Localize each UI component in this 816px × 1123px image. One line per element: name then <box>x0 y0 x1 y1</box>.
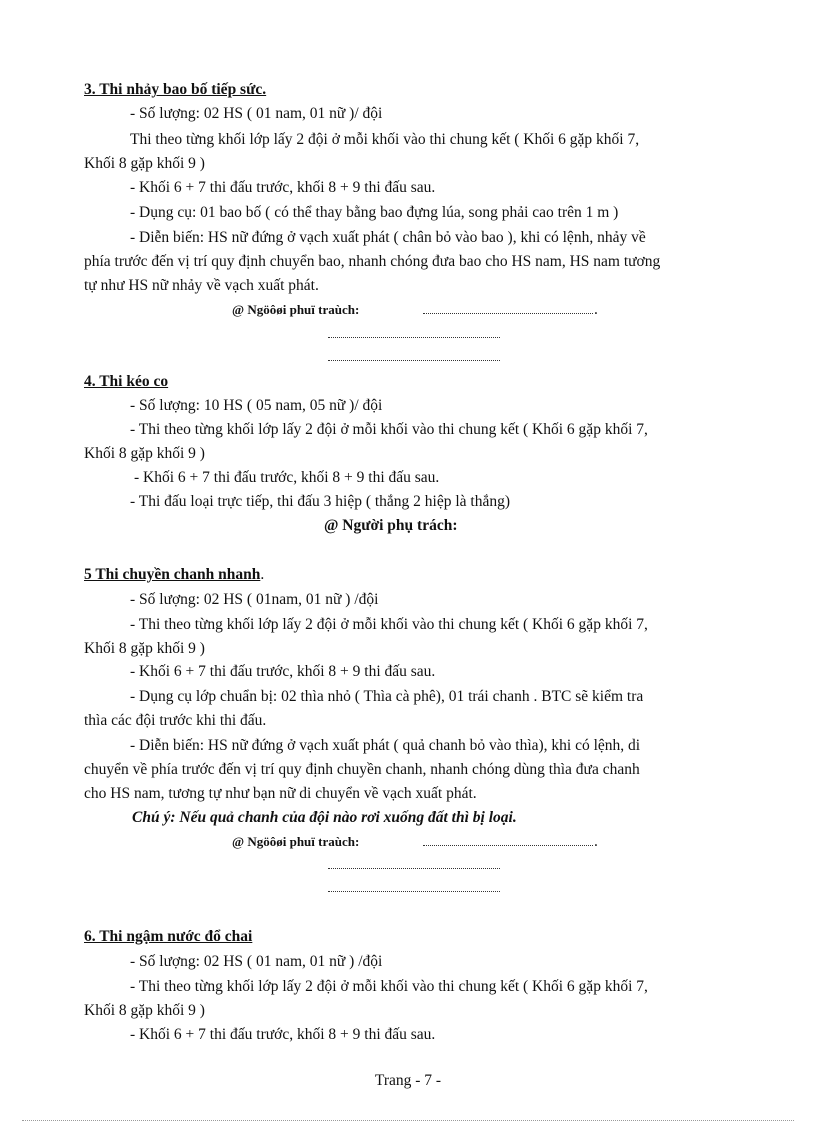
section-4-line-1: - Số lượng: 10 HS ( 05 nam, 05 nữ )/ đội <box>130 397 383 414</box>
section-5-dotted-line-2 <box>328 868 500 869</box>
section-6-heading: 6. Thi ngậm nước đổ chai <box>84 928 253 945</box>
section-3-line-3: Khối 8 gặp khối 9 ) <box>84 155 205 172</box>
section-3-responsible-label: @ Ngöôøi phuï traùch: <box>232 302 360 317</box>
section-3-dotted-line-1 <box>423 313 593 314</box>
section-3-dotted-line-end: . <box>594 301 598 318</box>
section-4-heading: 4. Thi kéo co <box>84 373 169 390</box>
section-4-line-2: - Thi theo từng khối lớp lấy 2 đội ở mỗi khối vào thi chung kết ( Khối 6 gặp khối 7, <box>130 421 648 438</box>
section-5-line-4: - Khối 6 + 7 thi đấu trước, khối 8 + 9 thi đấu sau. <box>130 663 436 680</box>
section-3-dotted-line-2 <box>328 337 500 338</box>
page-bottom-rule <box>22 1120 794 1121</box>
section-5-line-7: - Diễn biến: HS nữ đứng ở vạch xuất phát ( quả chanh bỏ vào thìa), khi có lệnh, di <box>130 737 641 754</box>
section-6-line-4: - Khối 6 + 7 thi đấu trước, khối 8 + 9 thi đấu sau. <box>130 1026 436 1043</box>
section-6-line-1: - Số lượng: 02 HS ( 01 nam, 01 nữ ) /đội <box>130 953 383 970</box>
section-3-line-2: Thi theo từng khối lớp lấy 2 đội ở mỗi khối vào thi chung kết ( Khối 6 gặp khối 7, <box>130 131 640 148</box>
section-3-line-5: - Dụng cụ: 01 bao bố ( có thể thay bằng bao đựng lúa, song phải cao trên 1 m ) <box>130 204 619 221</box>
section-3-line-8: tự như HS nữ nhảy về vạch xuất phát. <box>84 277 319 294</box>
section-5-line-9: cho HS nam, tương tự như bạn nữ di chuyển về vạch xuất phát. <box>84 785 477 802</box>
section-3-dotted-line-3 <box>328 360 500 361</box>
section-5-line-3: Khối 8 gặp khối 9 ) <box>84 640 205 657</box>
section-6-line-3: Khối 8 gặp khối 9 ) <box>84 1002 205 1019</box>
section-3-heading: 3. Thi nhảy bao bố tiếp sức. <box>84 81 267 98</box>
section-4-line-4: - Khối 6 + 7 thi đấu trước, khối 8 + 9 thi đấu sau. <box>134 469 440 486</box>
section-5-line-6: thìa các đội trước khi thi đấu. <box>84 712 267 729</box>
section-5-dotted-line-end: . <box>594 833 598 850</box>
section-4-line-3: Khối 8 gặp khối 9 ) <box>84 445 205 462</box>
section-3-line-6: - Diễn biến: HS nữ đứng ở vạch xuất phát ( chân bỏ vào bao ), khi có lệnh, nhảy về <box>130 229 646 246</box>
section-6-line-2: - Thi theo từng khối lớp lấy 2 đội ở mỗi khối vào thi chung kết ( Khối 6 gặp khối 7, <box>130 978 648 995</box>
section-5-line-8: chuyển về phía trước đến vị trí quy định chuyền chanh, nhanh chóng dùng thìa đưa chanh <box>84 761 640 778</box>
section-4-responsible-label: @ Người phụ trách: <box>324 517 458 534</box>
section-5-heading-row <box>84 565 764 585</box>
section-3-line-1: - Số lượng: 02 HS ( 01 nam, 01 nữ )/ đội <box>130 105 383 122</box>
section-5-note: Chú ý: Nếu quả chanh của đội nào rơi xuống đất thì bị loại. <box>132 809 517 826</box>
section-3-line-7: phía trước đến vị trí quy định chuyển bao, nhanh chóng đưa bao cho HS nam, HS nam tương <box>84 253 661 270</box>
section-5-responsible-label: @ Ngöôøi phuï traùch: <box>232 834 360 849</box>
section-5-line-5: - Dụng cụ lớp chuẩn bị: 02 thìa nhỏ ( Thìa cà phê), 01 trái chanh . BTC sẽ kiểm tra <box>130 688 644 705</box>
section-5-line-2: - Thi theo từng khối lớp lấy 2 đội ở mỗi khối vào thi chung kết ( Khối 6 gặp khối 7, <box>130 616 648 633</box>
section-5-line-1: - Số lượng: 02 HS ( 01nam, 01 nữ ) /đội <box>130 591 379 608</box>
section-5-dotted-line-1 <box>423 845 593 846</box>
section-5-heading: 5 Thi chuyền chanh nhanh <box>84 566 261 583</box>
section-4-line-5: - Thi đấu loại trực tiếp, thi đấu 3 hiệp ( thắng 2 hiệp là thắng) <box>130 493 511 510</box>
section-5-dotted-line-3 <box>328 891 500 892</box>
section-5-heading-end: . <box>260 566 265 583</box>
page-number: Trang - 7 - <box>374 1072 442 1089</box>
section-3-line-4: - Khối 6 + 7 thi đấu trước, khối 8 + 9 thi đấu sau. <box>130 179 436 196</box>
